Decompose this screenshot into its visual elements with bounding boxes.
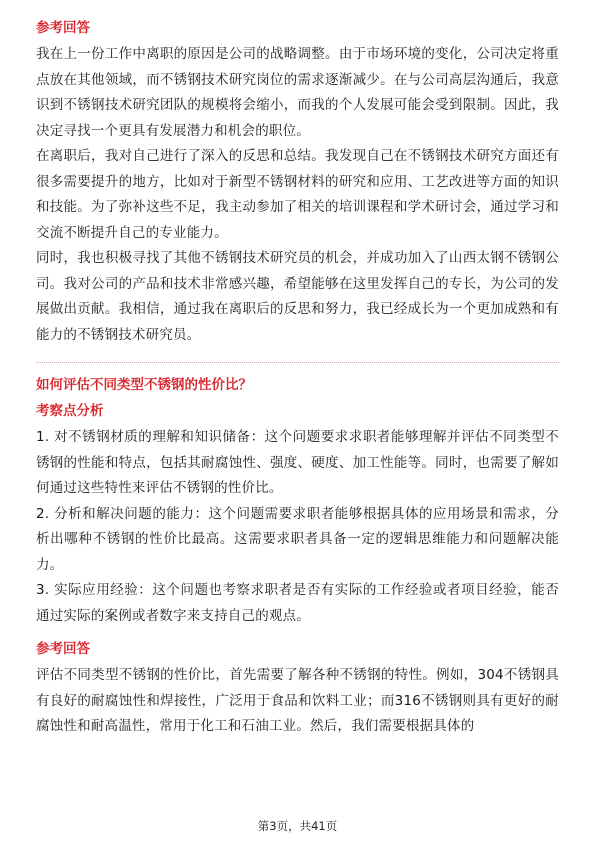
page-content bbox=[36, 18, 559, 740]
analysis-item: 3. 实际应用经验：这个问题也考察求职者是否有实际的工作经验或者项目经验，能否通过实际的案例或者数字来支持自己的观点。 bbox=[36, 582, 559, 624]
interview-question: 如何评估不同类型不锈钢的性价比？ bbox=[36, 377, 252, 393]
paragraph: 我在上一份工作中离职的原因是公司的战略调整。由于市场环境的变化，公司决定将重点放在其他领域，而不锈钢技术研究岗位的需求逐渐减少。在与公司高层沟通后，我意识到不锈钢技术研究团队的规模将会缩小，而我的个人发展可能会受到限制。因此，我决定寻找一个更具有发展潜力和机会的职位。 bbox=[36, 46, 559, 139]
analysis-item: 2. 分析和解决问题的能力：这个问题需要求职者能够根据具体的应用场景和需求，分析出哪种不锈钢的性价比最高。这需要求职者具备一定的逻辑思维能力和问题解决能力。 bbox=[36, 505, 559, 573]
section-heading-analysis: 考察点分析 bbox=[36, 403, 104, 419]
paragraph: 在离职后，我对自己进行了深入的反思和总结。我发现自己在不锈钢技术研究方面还有很多需要提升的地方，比如对于新型不锈钢材料的研究和应用、工艺改进等方面的知识和技能。为了弥补这些不足，我主动参加了相关的培训课程和学术研讨会，通过学习和交流不断提升自己的专业能力。 bbox=[36, 148, 559, 241]
paragraph: 评估不同类型不锈钢的性价比，首先需要了解各种不锈钢的特性。例如，304不锈钢具有良好的耐腐蚀性和焊接性，广泛用于食品和饮料工业；而316不锈钢则具有更好的耐腐蚀性和耐高温性，常用于化工和石油工业。然后，我们需要根据具体的 bbox=[36, 667, 559, 734]
page-number: 第3页，共41页 bbox=[257, 819, 338, 833]
analysis-item: 1. 对不锈钢材质的理解和知识储备：这个问题要求求职者能够理解并评估不同类型不锈钢的性能和特点，包括其耐腐蚀性、强度、硬度、加工性能等。同时，也需要了解如何通过这些特性来评估不锈钢的性价比。 bbox=[36, 429, 559, 496]
section-divider bbox=[36, 362, 559, 363]
section-heading-reference-answer: 参考回答 bbox=[36, 20, 90, 36]
paragraph: 同时，我也积极寻找了其他不锈钢技术研究员的机会，并成功加入了山西太钢不锈钢公司。我对公司的产品和技术非常感兴趣，希望能够在这里发挥自己的专长，为公司的发展做出贡献。我相信，通过我在离职后的反思和努力，我已经成长为一个更加成熟和有能力的不锈钢技术研究员。 bbox=[36, 250, 559, 343]
section-heading-reference-answer: 参考回答 bbox=[36, 641, 90, 657]
